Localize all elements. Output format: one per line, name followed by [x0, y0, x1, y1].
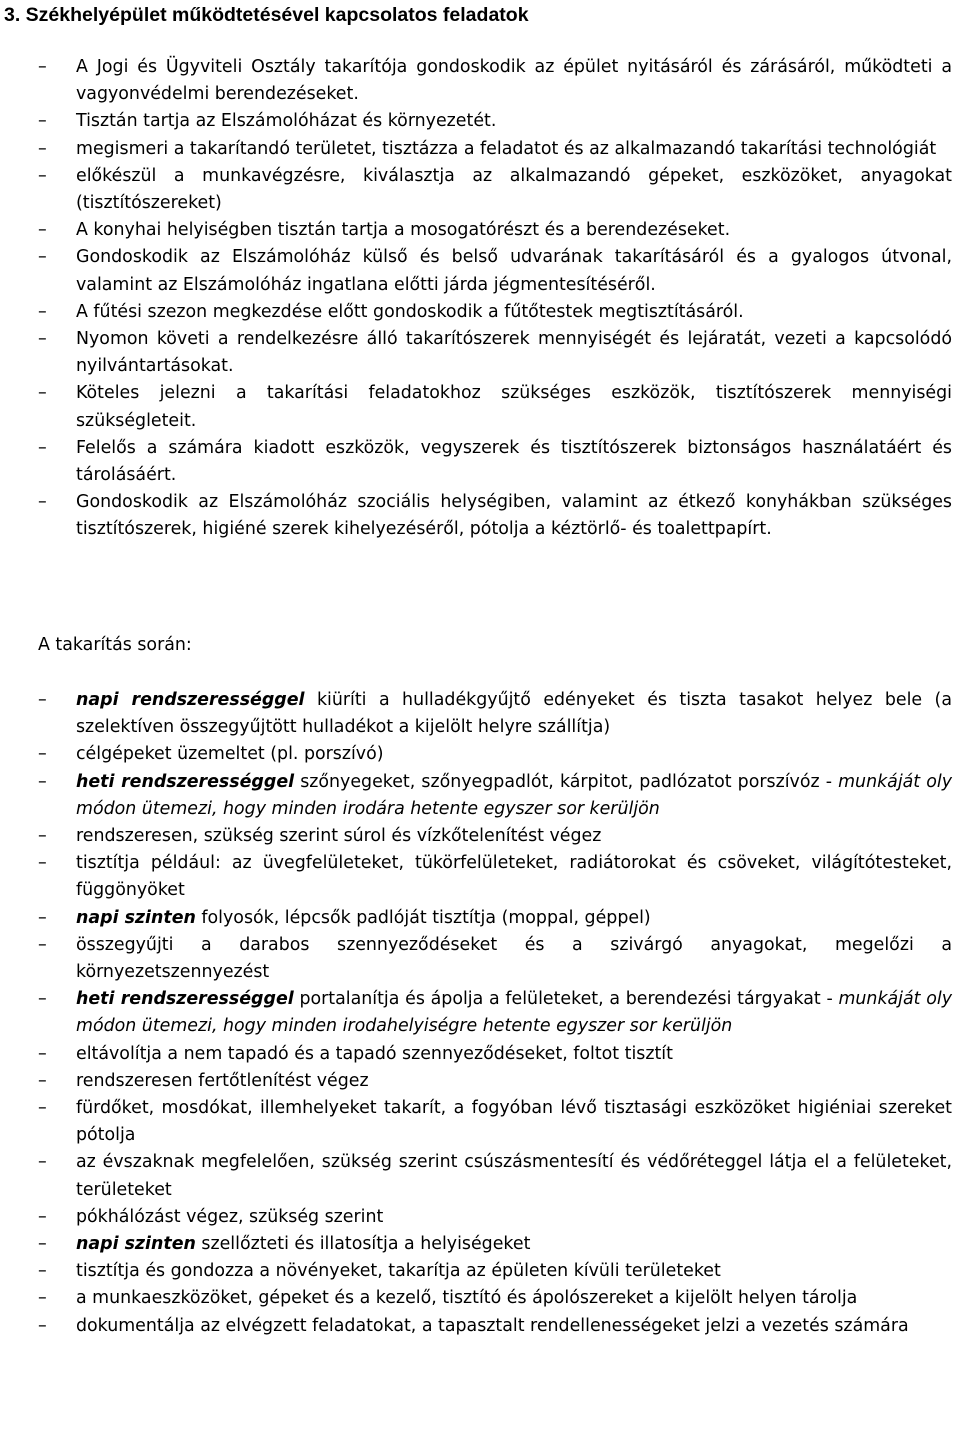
list-item-text: kiüríti a hulladékgyűjtő edényeket és tiszta tasakot helyez bele (a szelektíven összegyűjtött hulladékot a kijelölt helyre szállítja): [76, 690, 952, 738]
list-item: [0, 823, 960, 850]
list-item-text: Felelős a számára kiadott eszközök, vegyszerek és tisztítószerek biztonságos használatáért és tárolásáért.: [76, 437, 952, 486]
list-item-text: fürdőket, mosdókat, illemhelyeket takarít, a fogyóban lévő tisztasági eszközöket higiéniai szereket pótolja: [76, 1098, 952, 1146]
list-item-text: szőnyegeket, szőnyegpadlót, kárpitot, padlózatot porszívóz -: [294, 771, 839, 792]
list-item-text: tisztítja és gondozza a növényeket, takarítja az épületen kívüli területeket: [76, 1261, 721, 1282]
dash-bullet-icon: –: [38, 57, 47, 77]
list-item-text: megismeri a takarítandó területet, tisztázza a feladatot és az alkalmazandó takarítási technológiát: [76, 138, 937, 159]
list-item: [0, 1258, 960, 1285]
list-item: [0, 108, 960, 135]
cleaning-tasks-list: [0, 687, 960, 1340]
list-item: [0, 1149, 960, 1203]
list-item: [0, 986, 960, 1040]
frequency-emphasis: heti rendszerességgel: [76, 771, 295, 792]
list-item-text: A konyhai helyiségben tisztán tartja a mosogatórészt és a berendezéseket.: [76, 220, 731, 241]
dash-bullet-icon: –: [38, 437, 47, 458]
list-item: [0, 1095, 960, 1149]
dash-bullet-icon: –: [38, 138, 47, 159]
dash-bullet-icon: –: [38, 165, 47, 186]
dash-bullet-icon: –: [38, 771, 47, 792]
dash-bullet-icon: –: [38, 1315, 47, 1336]
list-item-text: Tisztán tartja az Elszámolóházat és környezetét.: [76, 111, 497, 132]
dash-bullet-icon: –: [38, 853, 47, 874]
dash-bullet-icon: –: [38, 1288, 47, 1309]
dash-bullet-icon: –: [38, 1234, 47, 1255]
cleaning-intro: A takarítás során:: [38, 635, 192, 655]
dash-bullet-icon: –: [38, 744, 47, 765]
list-item: [0, 299, 960, 326]
list-item: [0, 850, 960, 904]
frequency-emphasis: heti rendszerességgel: [76, 989, 294, 1010]
list-item-text: Gondoskodik az Elszámolóház szociális helységiben, valamint az étkező konyhákban szükséges tisztítószerek, higiéné szerek kihelyezéséről, pótolja a kéztörlő- és toalettpapírt.: [76, 492, 952, 540]
list-item: [0, 217, 960, 244]
dash-bullet-icon: –: [38, 492, 47, 513]
list-item: [0, 136, 960, 163]
list-item: [0, 1068, 960, 1095]
dash-bullet-icon: –: [38, 826, 47, 847]
dash-bullet-icon: –: [38, 220, 47, 241]
list-item: [0, 1313, 960, 1340]
dash-bullet-icon: –: [38, 1152, 47, 1173]
dash-bullet-icon: –: [38, 934, 47, 955]
list-item: [0, 687, 960, 741]
dash-bullet-icon: –: [38, 1043, 47, 1064]
list-item: [0, 1204, 960, 1231]
list-item-text: Gondoskodik az Elszámolóház külső és belső udvarának takarításáról és a gyalogos útvonal, valamint az Elszámolóház ingatlana előtti járda jégmentesítéséről.: [76, 247, 952, 295]
schedule-note: munkáját oly módon ütemezi, hogy minden irodára hetente egyszer sor kerüljön: [76, 771, 953, 819]
list-item-text: szellőzteti és illatosítja a helyiségeket: [195, 1234, 531, 1255]
list-item-text: Nyomon követi a rendelkezésre álló takarítószerek mennyiségét és lejáratát, vezeti a kapcsolódó nyilvántartásokat.: [76, 329, 952, 377]
list-item-text: rendszeresen, szükség szerint súrol és vízkőtelenítést végez: [76, 826, 602, 847]
list-item: [0, 1041, 960, 1068]
list-item-text: folyosók, lépcsők padlóját tisztítja (moppal, géppel): [195, 907, 651, 928]
list-item-text: eltávolítja a nem tapadó és a tapadó szennyeződéseket, foltot tisztít: [76, 1043, 673, 1064]
list-item-text: A fűtési szezon megkezdése előtt gondoskodik a fűtőtestek megtisztításáról.: [76, 301, 744, 322]
list-item: [0, 380, 960, 434]
list-item: [0, 163, 960, 217]
dash-bullet-icon: –: [38, 111, 47, 132]
list-item: [0, 244, 960, 298]
list-item-text: pókhálózást végez, szükség szerint: [76, 1206, 384, 1227]
list-item-text: a munkaeszközöket, gépeket és a kezelő, tisztító és ápolószereket a kijelölt helyen tárolja: [76, 1288, 858, 1309]
dash-bullet-icon: –: [38, 1070, 47, 1091]
schedule-note: munkáját oly módon ütemezi, hogy minden irodahelyiségre hetente egyszer sor kerüljön: [76, 989, 952, 1037]
list-item-text: összegyűjti a darabos szennyeződéseket és a szivárgó anyagokat, megelőzi a környezetszennyezést: [76, 934, 952, 983]
list-item: [0, 769, 960, 823]
list-item: [0, 1285, 960, 1312]
list-item-text: Köteles jelezni a takarítási feladatokhoz szükséges eszközök, tisztítószerek mennyiségi szükségleteit.: [76, 383, 952, 431]
dash-bullet-icon: –: [38, 383, 47, 404]
section-heading: 3. Székhelyépület működtetésével kapcsolatos feladatok: [4, 4, 529, 26]
list-item: [0, 326, 960, 380]
dash-bullet-icon: –: [38, 329, 47, 350]
list-item-text: A Jogi és Ügyviteli Osztály takarítója gondoskodik az épület nyitásáról és zárásáról, működteti a vagyonvédelmi berendezéseket.: [76, 57, 952, 105]
frequency-emphasis: napi szinten: [76, 907, 196, 928]
list-item-text: előkészül a munkavégzésre, kiválasztja az alkalmazandó gépeket, eszközöket, anyagokat (tisztítószereket): [76, 165, 952, 214]
dash-bullet-icon: –: [38, 989, 47, 1010]
dash-bullet-icon: –: [38, 1206, 47, 1227]
list-item: [0, 905, 960, 932]
dash-bullet-icon: –: [38, 1261, 47, 1282]
list-item: [0, 54, 960, 108]
list-item-text: célgépeket üzemeltet (pl. porszívó): [76, 744, 384, 765]
dash-bullet-icon: –: [38, 907, 47, 928]
dash-bullet-icon: –: [38, 301, 47, 322]
list-item: [0, 489, 960, 543]
dash-bullet-icon: –: [38, 1098, 47, 1119]
list-item-text: rendszeresen fertőtlenítést végez: [76, 1070, 369, 1091]
duties-list: [0, 54, 960, 544]
list-item-text: dokumentálja az elvégzett feladatokat, a tapasztalt rendellenességeket jelzi a vezetés számára: [76, 1315, 909, 1336]
dash-bullet-icon: –: [38, 690, 47, 710]
list-item-text: portalanítja és ápolja a felületeket, a berendezési tárgyakat -: [293, 989, 839, 1010]
list-item-text: tisztítja például: az üvegfelületeket, tükörfelületeket, radiátorokat és csöveket, világítótesteket, függönyöket: [76, 853, 952, 901]
frequency-emphasis: napi szinten: [76, 1234, 196, 1255]
list-item: [0, 435, 960, 489]
list-item: [0, 932, 960, 986]
dash-bullet-icon: –: [38, 247, 47, 268]
list-item: [0, 741, 960, 768]
list-item-text: az évszaknak megfelelően, szükség szerint csúszásmentesítí és védőréteggel látja el a felületeket, területeket: [76, 1152, 952, 1200]
frequency-emphasis: napi rendszerességgel: [76, 690, 305, 710]
list-item: [0, 1231, 960, 1258]
